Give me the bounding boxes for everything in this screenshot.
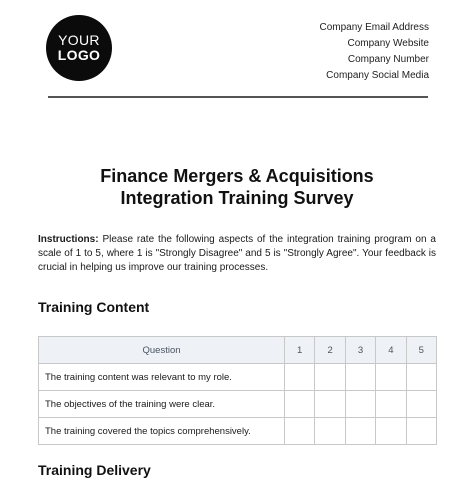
company-number: Company Number [347, 54, 429, 65]
question-cell: The training covered the topics comprehensively. [39, 418, 285, 445]
logo-text-line1: YOUR [58, 32, 100, 48]
column-header-rating-4: 4 [376, 337, 406, 364]
instructions-paragraph [38, 233, 436, 275]
rating-cell-5[interactable] [406, 391, 436, 418]
logo-text-line2: LOGO [57, 47, 101, 63]
rating-cell-1[interactable] [285, 364, 315, 391]
rating-cell-5[interactable] [406, 364, 436, 391]
company-logo [46, 15, 112, 81]
rating-cell-3[interactable] [345, 364, 375, 391]
rating-cell-5[interactable] [406, 418, 436, 445]
rating-cell-4[interactable] [376, 418, 406, 445]
rating-cell-3[interactable] [345, 391, 375, 418]
table-row [39, 418, 437, 445]
question-cell: The objectives of the training were clear. [39, 391, 285, 418]
document-title [0, 165, 474, 209]
rating-cell-2[interactable] [315, 418, 345, 445]
rating-cell-2[interactable] [315, 391, 345, 418]
rating-cell-3[interactable] [345, 418, 375, 445]
instructions-label: Instructions: [38, 234, 99, 245]
training-content-survey-table [38, 336, 437, 445]
company-website: Company Website [347, 38, 429, 49]
company-social-media: Company Social Media [326, 70, 429, 81]
question-cell: The training content was relevant to my role. [39, 364, 285, 391]
header-divider [48, 96, 428, 98]
column-header-rating-5: 5 [406, 337, 436, 364]
column-header-rating-2: 2 [315, 337, 345, 364]
rating-cell-4[interactable] [376, 391, 406, 418]
company-contact-block [320, 20, 430, 84]
rating-cell-4[interactable] [376, 364, 406, 391]
rating-cell-2[interactable] [315, 364, 345, 391]
company-email: Company Email Address [319, 22, 429, 33]
table-row [39, 391, 437, 418]
section-heading-training-content: Training Content [38, 299, 150, 315]
column-header-question: Question [39, 337, 285, 364]
title-line1: Finance Mergers & Acquisitions [100, 166, 374, 186]
instructions-text: Please rate the following aspects of the integration training program on a scale of 1 to 5, where 1 is "Strongly Disagree" and 5 is "Strongly Agree". Your feedback is crucial in helping us improve our training processes. [38, 234, 436, 273]
section-heading-training-delivery: Training Delivery [38, 462, 151, 478]
column-header-rating-1: 1 [285, 337, 315, 364]
table-header-row [39, 337, 437, 364]
rating-cell-1[interactable] [285, 418, 315, 445]
rating-cell-1[interactable] [285, 391, 315, 418]
table-row [39, 364, 437, 391]
column-header-rating-3: 3 [345, 337, 375, 364]
title-line2: Integration Training Survey [120, 188, 354, 208]
